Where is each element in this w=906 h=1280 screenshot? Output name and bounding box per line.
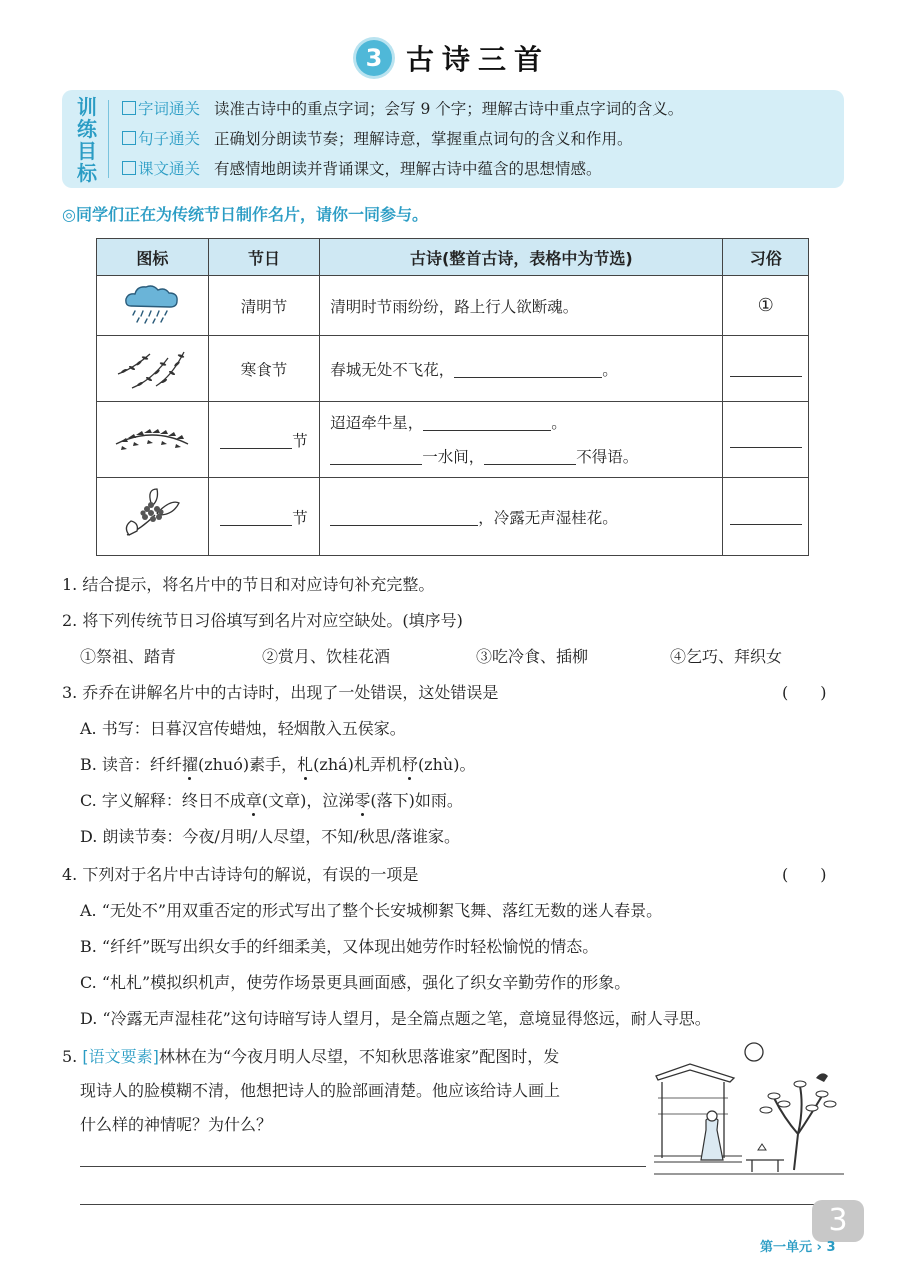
goals-side-char: 训 (77, 95, 97, 119)
festival-suffix: 节 (292, 431, 308, 450)
goal-checkbox-tag[interactable] (122, 160, 200, 178)
checkbox-icon[interactable] (122, 161, 136, 175)
checkbox-icon[interactable] (122, 101, 136, 115)
poem-text: 不得语。 (576, 447, 639, 466)
option-text: 如雨。 (414, 791, 463, 810)
col-header-festival: 节日 (208, 239, 319, 276)
poem-blank[interactable] (330, 448, 422, 465)
osmanthus-flower-icon (117, 485, 187, 545)
row-festival (208, 402, 319, 478)
question-3: 3. 乔乔在讲解名片中的古诗时，出现了一处错误，这处错误是 (62, 683, 499, 702)
page-number-bubble: 3 (812, 1200, 864, 1242)
table-row (97, 402, 809, 478)
page-number: 3 (826, 1240, 836, 1255)
row-festival (208, 478, 319, 556)
goals-side-char: 练 (77, 117, 97, 141)
festival-blank[interactable] (220, 509, 292, 526)
option-b: B. “纤纤”既写出织女手的纤细柔美，又体现出她劳作时轻松愉悦的情态。 (80, 937, 599, 956)
answer-paren[interactable]: ( ) (782, 683, 827, 702)
option-text: 札弄机 (353, 755, 402, 774)
table-row (97, 478, 809, 556)
option-text: ，泣涕 (306, 791, 355, 810)
option-text: 素手， (249, 755, 298, 774)
row-festival: 清明节 (208, 276, 319, 336)
question-number: 5. (62, 1047, 78, 1066)
option-c (80, 788, 463, 811)
row-festival: 寒食节 (208, 336, 319, 402)
poet-moon-illustration (654, 1038, 844, 1178)
goal-tag-label: 字词通关 (138, 100, 201, 118)
custom-blank[interactable] (730, 508, 802, 525)
table-row (97, 276, 809, 336)
option-item: ④乞巧、拜织女 (670, 647, 783, 666)
poem-text: ，冷露无声湿桂花。 (478, 508, 618, 527)
table-row (97, 336, 809, 402)
magpie-bridge-icon (112, 420, 192, 456)
poem-text: 一水间， (422, 447, 485, 466)
dotted-char: 擢 (181, 755, 198, 774)
poem-blank[interactable] (330, 509, 478, 526)
goal-tag-label: 句子通关 (138, 130, 201, 148)
training-goals-box (62, 90, 844, 188)
row-custom (723, 478, 809, 556)
option-d: D. 朗读节奏：今夜/月明/人尽望，不知/秋思/落谁家。 (80, 827, 460, 846)
poem-text: 。 (602, 360, 618, 379)
row-poem (320, 478, 723, 556)
row-custom (723, 336, 809, 402)
festival-card-table (96, 238, 809, 556)
dotted-char: 札 (297, 755, 314, 774)
custom-blank[interactable] (730, 431, 802, 448)
pinyin: (zhù) (417, 755, 460, 774)
goal-row (122, 95, 683, 123)
festival-suffix: 节 (292, 508, 308, 527)
row-custom: ① (723, 276, 809, 336)
poem-text: 。 (551, 413, 567, 432)
poem-text: 迢迢牵牛星， (330, 413, 424, 432)
question-2: 2. 将下列传统节日习俗填写到名片对应空缺处。(填序号) (62, 611, 463, 630)
willow-branches-icon (112, 342, 192, 392)
option-d: D. “冷露无声湿桂花”这句诗暗写诗人望月，是全篇点题之笔，意境显得悠远，耐人寻思。 (80, 1009, 711, 1028)
question-1: 1. 结合提示，将名片中的节日和对应诗句补充完整。 (62, 575, 435, 594)
option-a: A. 书写：日暮汉宫传蜡烛，轻烟散入五侯家。 (80, 719, 406, 738)
goals-side-char: 目 (77, 139, 97, 163)
goals-divider (108, 100, 109, 178)
goal-checkbox-tag[interactable] (122, 130, 200, 148)
question-text: 林林在为“今夜月明人尽望，不知秋思落谁家”配图时，发 (158, 1047, 560, 1066)
lesson-number-badge: 3 (356, 40, 392, 76)
question-tag: [语文要素] (82, 1047, 159, 1066)
row-poem (320, 336, 723, 402)
dotted-char: 杼 (401, 755, 418, 774)
goal-row (122, 125, 633, 153)
goal-checkbox-tag[interactable] (122, 100, 200, 118)
row-icon-cell (97, 276, 209, 336)
dotted-char: 零 (354, 791, 371, 810)
row-custom (723, 402, 809, 478)
answer-paren[interactable]: ( ) (782, 865, 827, 884)
question-4: 4. 下列对于名片中古诗诗句的解说，有误的一项是 (62, 865, 419, 884)
option-item: ②赏月、饮桂花酒 (262, 647, 391, 666)
rain-cloud-icon (121, 282, 183, 326)
poem-blank[interactable] (423, 414, 551, 431)
question-5-line-2: 现诗人的脸模糊不清，他想把诗人的脸部画清楚。他应该给诗人画上 (80, 1081, 561, 1100)
chevron-right-icon: › (816, 1240, 822, 1255)
col-header-custom: 习俗 (723, 239, 809, 276)
answer-line[interactable] (80, 1166, 646, 1167)
option-item: ①祭祖、踏青 (80, 647, 177, 666)
page-footer (760, 1236, 835, 1255)
pinyin: (zhá) (313, 755, 354, 774)
option-text: 。 (459, 755, 476, 774)
question-5-line-3: 什么样的神情呢？为什么？ (80, 1115, 273, 1134)
row-icon-cell (97, 478, 209, 556)
option-b (80, 752, 475, 775)
option-text: B. 读音：纤纤 (80, 755, 182, 774)
row-poem (320, 402, 723, 478)
goal-text: 正确划分朗读节奏；理解诗意，掌握重点词句的含义和作用。 (214, 130, 633, 148)
gloss: (文章) (261, 791, 307, 810)
section-intro: ◎同学们正在为传统节日制作名片，请你一同参与。 (62, 205, 428, 224)
col-header-icon: 图标 (97, 239, 209, 276)
row-icon-cell (97, 336, 209, 402)
unit-label: 第一单元 (760, 1240, 813, 1255)
lesson-title: 古诗三首 (405, 43, 550, 76)
checkbox-icon[interactable] (122, 131, 136, 145)
gloss: (落下) (370, 791, 415, 810)
poem-line (330, 440, 722, 474)
option-item: ③吃冷食、插柳 (476, 647, 589, 666)
option-text: C. 字义解释：终日不成 (80, 791, 246, 810)
answer-line[interactable] (80, 1204, 828, 1205)
festival-blank[interactable] (220, 432, 292, 449)
goals-side-label (72, 95, 102, 185)
goal-row (122, 155, 602, 183)
poem-text: 春城无处不飞花， (330, 360, 455, 379)
goal-text: 有感情地朗读并背诵课文，理解古诗中蕴含的思想情感。 (214, 160, 602, 178)
option-a: A. “无处不”用双重否定的形式写出了整个长安城柳絮飞舞、落红无数的迷人春景。 (80, 901, 663, 920)
dotted-char: 章 (245, 791, 262, 810)
row-poem: 清明时节雨纷纷，路上行人欲断魂。 (320, 276, 723, 336)
goal-tag-label: 课文通关 (138, 160, 201, 178)
option-c: C. “札札”模拟织机声，使劳作场景更具画面感，强化了织女辛勤劳作的形象。 (80, 973, 631, 992)
pinyin: (zhuó) (197, 755, 250, 774)
col-header-poem: 古诗(整首古诗，表格中为节选) (320, 239, 723, 276)
custom-blank[interactable] (730, 360, 802, 377)
table-header-row (97, 239, 809, 276)
poem-blank[interactable] (484, 448, 576, 465)
row-icon-cell (97, 402, 209, 478)
poem-blank[interactable] (454, 361, 602, 378)
page-header (0, 38, 906, 84)
poem-line (330, 406, 722, 440)
goals-side-char: 标 (77, 161, 97, 185)
goal-text: 读准古诗中的重点字词；会写 9 个字；理解古诗中重点字词的含义。 (214, 100, 684, 118)
question-5 (62, 1044, 559, 1067)
